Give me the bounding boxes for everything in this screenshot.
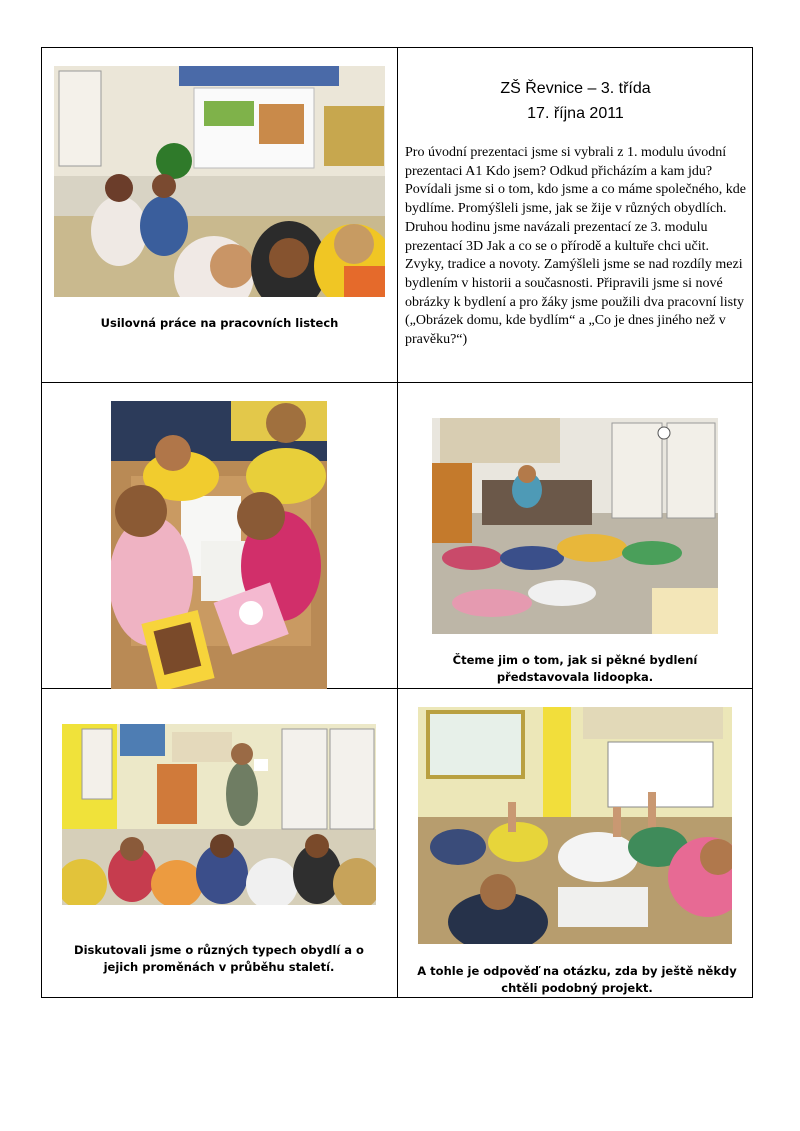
photo-drawing — [111, 401, 327, 689]
caption-worksheets: Usilovná práce na pracovních listech — [100, 316, 339, 330]
photo-raised-hands — [418, 707, 732, 944]
table-divider-row1 — [41, 382, 753, 383]
photo-reading — [432, 418, 718, 634]
photo-worksheets — [54, 66, 385, 297]
page-date: 17. října 2011 — [527, 105, 624, 122]
page-title: ZŠ Řevnice – 3. třída — [500, 80, 651, 97]
table-divider-vertical — [397, 47, 398, 998]
caption-raised-hands: A tohle je odpověď na otázku, zda by ještě někdy chtěli podobný projekt. — [417, 964, 737, 995]
photo-discussion — [62, 724, 376, 905]
caption-discussion: Diskutovali jsme o různých typech obydlí a o jejich proměnách v průběhu staletí. — [74, 943, 364, 974]
intro-paragraph-1: Pro úvodní prezentaci jsme si vybrali z 1. modulu úvodní prezentaci A1 Kdo jsem? Odkud přicházím a kam jdu? Povídali jsme si o tom, kdo jsme a co máme společného, kde bydlíme. Promýšleli jsme, jak se žije v různých obydlích. — [405, 145, 746, 217]
intro-text — [405, 144, 749, 350]
caption-reading: Čteme jim o tom, jak si pěkné bydlení představovala lidoopka. — [452, 653, 698, 684]
intro-paragraph-2: Druhou hodinu jsme navázali prezentací ze 3. modulu prezentací 3D Jak a co se o přírodě a kultuře chci učit. Zvyky, tradice a novoty. Zamýšleli jsme se nad rozdíly mezi bydlením v historii a současnosti. Připravili jsme si nové obrázky k bydlení a pro žáky jsme použili dva pracovní listy („Obrázek domu, kde bydlím“ a „Co je dnes jiného než v pravěku?“) — [405, 219, 745, 348]
